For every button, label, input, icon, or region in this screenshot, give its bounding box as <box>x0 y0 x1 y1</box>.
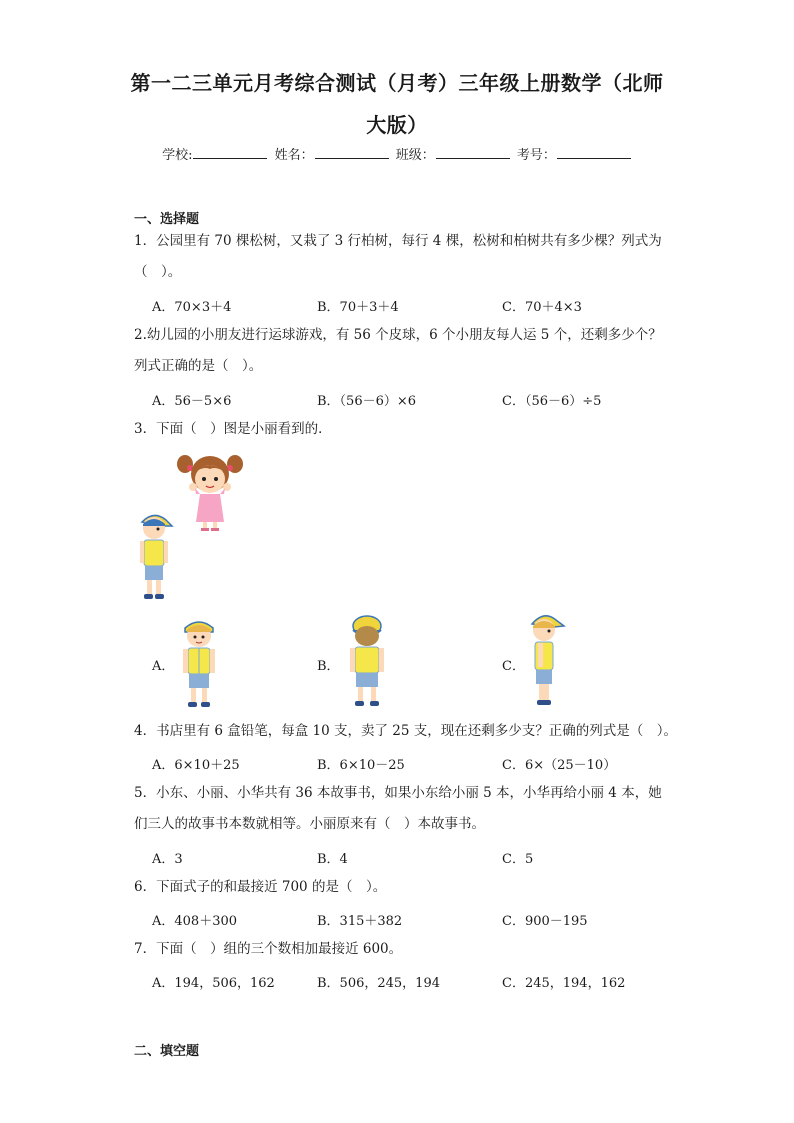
title-line-1: 第一二三单元月考综合测试（月考）三年级上册数学（北师 <box>130 71 664 95</box>
number-label: 考号： <box>516 148 556 163</box>
option-b[interactable]: B．6×10－25 <box>317 758 405 773</box>
option-c[interactable]: C．6×（25－10） <box>502 758 617 773</box>
question-text: （ ）。 <box>134 264 182 280</box>
option-a[interactable]: A．56－5×6 <box>152 394 232 409</box>
question-text: 7．下面（ ）组的三个数相加最接近 600。 <box>134 941 403 957</box>
option-c[interactable]: C．5 <box>502 852 534 867</box>
question-6 <box>134 872 674 903</box>
section-heading-choice: 一、选择题 <box>134 212 200 227</box>
boy-side-illustration <box>134 510 174 602</box>
option-b[interactable]: B．506，245，194 <box>317 976 440 991</box>
option-b[interactable]: B．315＋382 <box>317 914 403 929</box>
student-info-row <box>0 144 794 163</box>
option-b[interactable]: B．70＋3＋4 <box>317 300 399 315</box>
question-7-options <box>152 972 692 992</box>
question-6-options <box>152 910 692 930</box>
name-blank[interactable] <box>315 146 389 159</box>
option-b[interactable]: B．4 <box>317 852 348 867</box>
question-3 <box>134 414 674 445</box>
boy-back-image[interactable] <box>342 612 392 710</box>
option-b[interactable]: B． <box>317 659 340 674</box>
option-a[interactable]: A． <box>152 659 175 674</box>
question-1-options <box>152 296 692 316</box>
option-a[interactable]: A．70×3＋4 <box>152 300 232 315</box>
number-blank[interactable] <box>557 146 631 159</box>
section-heading-fill: 二、填空题 <box>134 1044 200 1059</box>
question-text: 1．公园里有 70 棵松树，又栽了 3 行柏树，每行 4 棵，松树和柏树共有多少棵？列式为 <box>134 233 662 249</box>
boy-side-image[interactable] <box>526 610 566 712</box>
question-text: 列式正确的是（ ）。 <box>134 358 263 374</box>
school-blank[interactable] <box>193 146 267 159</box>
question-7 <box>134 934 674 965</box>
title-line-2: 大版） <box>366 113 428 137</box>
question-text: 们三人的故事书本数就相等。小丽原来有（ ）本故事书。 <box>134 816 485 832</box>
option-c[interactable]: C．245，194，162 <box>502 976 626 991</box>
option-c[interactable]: C． <box>502 659 525 674</box>
question-text: 5．小东、小丽、小华共有 36 本故事书，如果小东给小丽 5 本，小华再给小丽 4 本，她 <box>134 785 662 801</box>
option-c[interactable]: C．900－195 <box>502 914 588 929</box>
option-a[interactable]: A．3 <box>152 852 183 867</box>
boy-front-image[interactable] <box>176 614 222 710</box>
option-b[interactable]: B．（56－6）×6 <box>317 394 417 409</box>
question-4 <box>134 716 694 747</box>
question-4-options <box>152 754 692 774</box>
option-a[interactable]: A．6×10＋25 <box>152 758 240 773</box>
question-2-options <box>152 390 692 410</box>
question-text: 4．书店里有 6 盒铅笔，每盒 10 支，卖了 25 支，现在还剩多少支？正确的列式是（ ）。 <box>134 723 678 739</box>
question-5 <box>134 778 674 840</box>
page-title <box>100 62 694 146</box>
class-label: 班级： <box>395 148 435 163</box>
name-label: 姓名： <box>274 148 314 163</box>
question-5-options <box>152 848 692 868</box>
option-a[interactable]: A．408＋300 <box>152 914 238 929</box>
option-c[interactable]: C．70＋4×3 <box>502 300 582 315</box>
question-text: 2.幼儿园的小朋友进行运球游戏，有 56 个皮球，6 个小朋友每人运 5 个，还剩多少个？ <box>134 327 662 343</box>
question-1 <box>134 226 674 288</box>
school-label: 学校: <box>162 148 193 163</box>
option-a[interactable]: A．194，506，162 <box>152 976 275 991</box>
question-2 <box>134 320 674 382</box>
option-c[interactable]: C．（56－6）÷5 <box>502 394 602 409</box>
class-blank[interactable] <box>436 146 510 159</box>
question-text: 6．下面式子的和最接近 700 的是（ ）。 <box>134 879 387 895</box>
question-text: 3．下面（ ）图是小丽看到的． <box>134 421 332 437</box>
girl-illustration <box>176 450 244 532</box>
